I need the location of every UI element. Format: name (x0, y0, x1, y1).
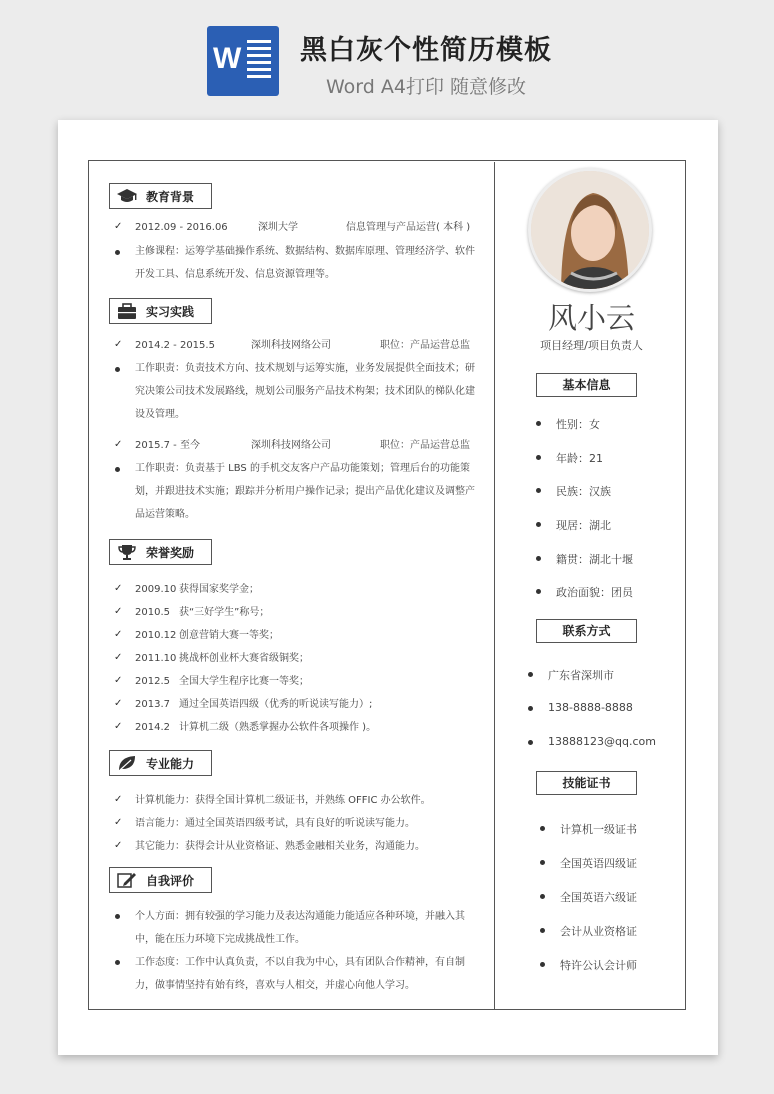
section-certs-title: 技能证书 (536, 771, 637, 795)
check-icon: ✓ (114, 606, 123, 617)
check-icon: ✓ (114, 817, 123, 828)
section-internship (109, 298, 212, 324)
edit-icon (116, 871, 138, 889)
self-eval-attitude: 工作态度：工作中认真负责，不以自我为中心，具有团队合作精神，有自制力，做事情坚持有始有终，喜欢与人相交，并虚心向他人学习。 (135, 957, 465, 991)
bullet-dot-icon (115, 960, 120, 965)
job1-position: 职位：产品运营总监 (380, 340, 470, 351)
check-icon: ✓ (114, 221, 123, 232)
bullet-dot-icon (528, 672, 533, 677)
section-education-title: 教育背景 (146, 189, 195, 204)
contact-email: 13888123@qq.com (548, 735, 656, 748)
skill-item: 计算机能力：获得全国计算机二级证书，并熟练 OFFIC 办公软件。 (135, 795, 431, 806)
resume-sheet (58, 120, 718, 1055)
check-icon: ✓ (114, 583, 123, 594)
cert-item: 全国英语四级证 (560, 857, 637, 870)
bullet-dot-icon (540, 894, 545, 899)
cert-item: 计算机一级证书 (560, 823, 637, 836)
edu-school: 深圳大学 (258, 222, 298, 233)
profile-role: 项目经理/项目负责人 (540, 339, 643, 352)
column-divider (494, 162, 495, 1010)
bullet-dot-icon (536, 488, 541, 493)
cert-item: 会计从业资格证 (560, 925, 637, 938)
job1-company: 深圳科技网络公司 (251, 340, 331, 351)
self-eval-personal: 个人方面：拥有较强的学习能力及表达沟通能力能适应各种环境，并融入其中，能在压力环境下完成挑战性工作。 (135, 911, 465, 945)
skill-item: 语言能力：通过全国英语四级考试，具有良好的听说读写能力。 (135, 818, 415, 829)
check-icon: ✓ (114, 721, 123, 732)
honor-text: 获“三好学生”称号； (179, 607, 270, 618)
basic-info-item: 现居：湖北 (556, 519, 611, 532)
honor-year: 2014.2 (135, 722, 170, 733)
honor-year: 2010.5 (135, 607, 170, 618)
section-skills (109, 750, 212, 776)
graduation-cap-icon (116, 187, 138, 205)
bullet-dot-icon (528, 740, 533, 745)
basic-info-item: 性别：女 (556, 418, 600, 431)
basic-info-item: 年龄：21 (556, 452, 603, 465)
bullet-dot-icon (540, 826, 545, 831)
banner-title: 黑白灰个性简历模板 (300, 35, 552, 66)
honor-text: 挑战杯创业杯大赛省级铜奖； (179, 653, 309, 664)
check-icon: ✓ (114, 794, 123, 805)
check-icon: ✓ (114, 339, 123, 350)
edu-period: 2012.09 - 2016.06 (135, 222, 228, 233)
bullet-dot-icon (115, 367, 120, 372)
trophy-icon (116, 543, 138, 561)
banner (0, 0, 774, 110)
edu-courses: 主修课程：运筹学基础操作系统、数据结构、数据库原理、管理经济学、软件开发工具、信息系统开发、信息资源管理等。 (135, 246, 475, 280)
honor-text: 创意营销大赛一等奖； (179, 630, 279, 641)
bullet-dot-icon (540, 962, 545, 967)
skill-item: 其它能力：获得会计从业资格证、熟悉金融相关业务，沟通能力。 (135, 841, 425, 852)
bullet-dot-icon (115, 467, 120, 472)
basic-info-item: 政治面貌：团员 (556, 586, 633, 599)
section-honors (109, 539, 212, 565)
check-icon: ✓ (114, 629, 123, 640)
job2-duty: 工作职责：负责基于 LBS 的手机交友客户产品功能策划；管理后台的功能策划，并跟进技术实施；跟踪并分析用户操作记录；提出产品优化建议及调整产品运营策略。 (135, 463, 475, 520)
word-icon (207, 26, 279, 96)
bullet-dot-icon (540, 860, 545, 865)
honor-text: 通过全国英语四级（优秀的听说读写能力）; (179, 699, 373, 710)
bullet-dot-icon (528, 706, 533, 711)
bullet-dot-icon (536, 589, 541, 594)
honor-year: 2009.10 (135, 584, 177, 595)
job1-period: 2014.2 - 2015.5 (135, 340, 215, 351)
bullet-dot-icon (536, 522, 541, 527)
honor-text: 全国大学生程序比赛一等奖； (179, 676, 309, 687)
check-icon: ✓ (114, 439, 123, 450)
cert-item: 特许公认会计师 (560, 959, 637, 972)
job1-duty: 工作职责：负责技术方向、技术规划与运筹实施，业务发展提供全面技术；研究决策公司技术发展路线，规划公司服务产品技术构架；技术团队的梯队化建设及管理。 (135, 363, 475, 420)
bullet-dot-icon (115, 914, 120, 919)
job2-position: 职位：产品运营总监 (380, 440, 470, 451)
check-icon: ✓ (114, 840, 123, 851)
check-icon: ✓ (114, 698, 123, 709)
section-self-eval-title: 自我评价 (146, 873, 195, 888)
section-contact-title: 联系方式 (536, 619, 637, 643)
edu-major: 信息管理与产品运营( 本科 ) (346, 222, 471, 233)
word-logo-letter: W (213, 42, 242, 75)
check-icon: ✓ (114, 652, 123, 663)
bullet-dot-icon (536, 556, 541, 561)
section-basic-info-title: 基本信息 (536, 373, 637, 397)
profile-name: 风小云 (547, 301, 635, 335)
honor-year: 2011.10 (135, 653, 177, 664)
job2-period: 2015.7 - 至今 (135, 440, 200, 451)
section-self-eval (109, 867, 212, 893)
contact-address: 广东省深圳市 (548, 669, 614, 682)
honor-year: 2012.5 (135, 676, 170, 687)
honor-text: 计算机二级（熟悉掌握办公软件各项操作 )。 (179, 722, 377, 733)
section-education (109, 183, 212, 209)
section-honors-title: 荣誉奖励 (146, 545, 195, 560)
honor-year: 2013.7 (135, 699, 170, 710)
bullet-dot-icon (536, 455, 541, 460)
check-icon: ✓ (114, 675, 123, 686)
honor-year: 2010.12 (135, 630, 177, 641)
bullet-dot-icon (536, 421, 541, 426)
bullet-dot-icon (540, 928, 545, 933)
bullet-dot-icon (115, 250, 120, 255)
basic-info-item: 籍贯：湖北十堰 (556, 553, 633, 566)
job2-company: 深圳科技网络公司 (251, 440, 331, 451)
section-skills-title: 专业能力 (146, 756, 195, 771)
section-internship-title: 实习实践 (146, 304, 195, 319)
cert-item: 全国英语六级证 (560, 891, 637, 904)
honor-text: 获得国家奖学金； (179, 584, 259, 595)
leaf-icon (116, 754, 138, 772)
banner-subtitle: Word A4打印 随意修改 (326, 76, 527, 98)
briefcase-icon (116, 302, 138, 320)
profile-photo (528, 168, 652, 292)
contact-phone: 138-8888-8888 (548, 701, 633, 714)
basic-info-item: 民族：汉族 (556, 485, 611, 498)
